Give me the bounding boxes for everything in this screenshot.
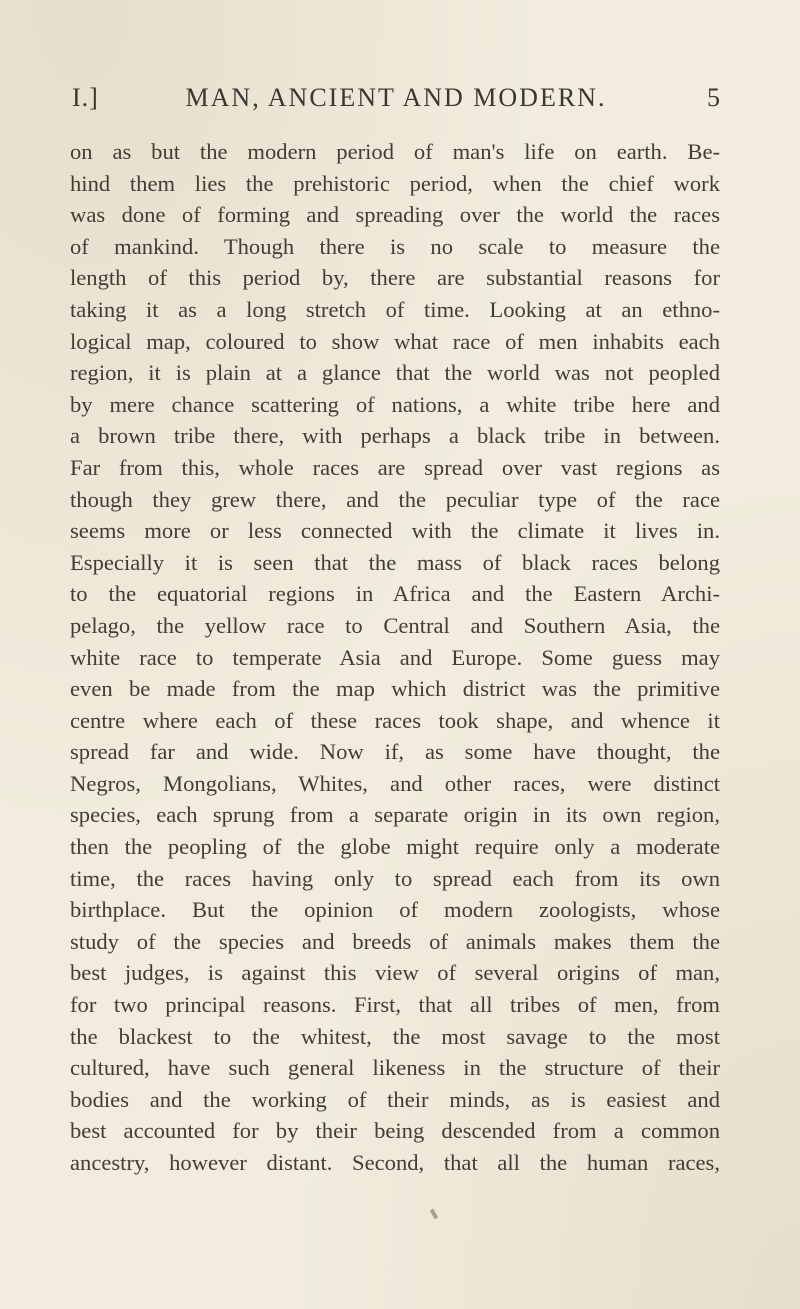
text-line: best accounted for by their being descended from a common	[70, 1118, 720, 1144]
body-paragraph	[70, 136, 720, 1179]
chapter-number: I.]	[72, 83, 99, 112]
text-line: logical map, coloured to show what race of men inhabits each	[70, 328, 720, 354]
text-line: Negros, Mongolians, Whites, and other races, were distinct	[70, 770, 720, 796]
text-line: to the equatorial regions in Africa and the Eastern Archi-	[70, 581, 720, 607]
text-line: though they grew there, and the peculiar type of the race	[70, 486, 720, 512]
text-line: white race to temperate Asia and Europe. Some guess may	[70, 644, 720, 670]
text-line: length of this period by, there are substantial reasons for	[70, 265, 720, 291]
ink-speck	[430, 1209, 438, 1220]
page-number: 5	[707, 83, 720, 112]
text-line: bodies and the working of their minds, as is easiest and	[70, 1086, 720, 1112]
text-line: taking it as a long stretch of time. Looking at an ethno-	[70, 296, 720, 322]
text-line: then the peopling of the globe might require only a moderate	[70, 834, 720, 860]
text-line: study of the species and breeds of animals makes them the	[70, 928, 720, 954]
text-line: cultured, have such general likeness in the structure of their	[70, 1055, 720, 1081]
text-line: centre where each of these races took shape, and whence it	[70, 707, 720, 733]
text-line: of mankind. Though there is no scale to measure the	[70, 233, 720, 259]
text-line: ancestry, however distant. Second, that all the human races,	[70, 1150, 720, 1175]
text-line: spread far and wide. Now if, as some have thought, the	[70, 739, 720, 765]
text-line: even be made from the map which district was the primitive	[70, 676, 720, 702]
text-line: the blackest to the whitest, the most savage to the most	[70, 1023, 720, 1049]
text-line: was done of forming and spreading over the world the races	[70, 202, 720, 228]
text-line: Far from this, whole races are spread over vast regions as	[70, 454, 720, 480]
text-line: best judges, is against this view of several origins of man,	[70, 960, 720, 986]
text-line: a brown tribe there, with perhaps a black tribe in between.	[70, 423, 720, 449]
running-title: MAN, ANCIENT AND MODERN.	[185, 83, 607, 112]
text-line: on as but the modern period of man's life on earth. Be-	[70, 139, 720, 164]
text-line: pelago, the yellow race to Central and Southern Asia, the	[70, 612, 720, 638]
text-line: time, the races having only to spread each from its own	[70, 865, 720, 891]
text-line: for two principal reasons. First, that all tribes of men, from	[70, 992, 720, 1018]
text-line: by mere chance scattering of nations, a white tribe here and	[70, 391, 720, 417]
text-line: hind them lies the prehistoric period, when the chief work	[70, 170, 720, 196]
running-header	[72, 83, 720, 119]
text-line: Especially it is seen that the mass of black races belong	[70, 549, 720, 575]
text-line: seems more or less connected with the climate it lives in.	[70, 518, 720, 544]
text-line: region, it is plain at a glance that the world was not peopled	[70, 360, 720, 386]
text-line: species, each sprung from a separate origin in its own region,	[70, 802, 720, 828]
text-line: birthplace. But the opinion of modern zoologists, whose	[70, 897, 720, 923]
